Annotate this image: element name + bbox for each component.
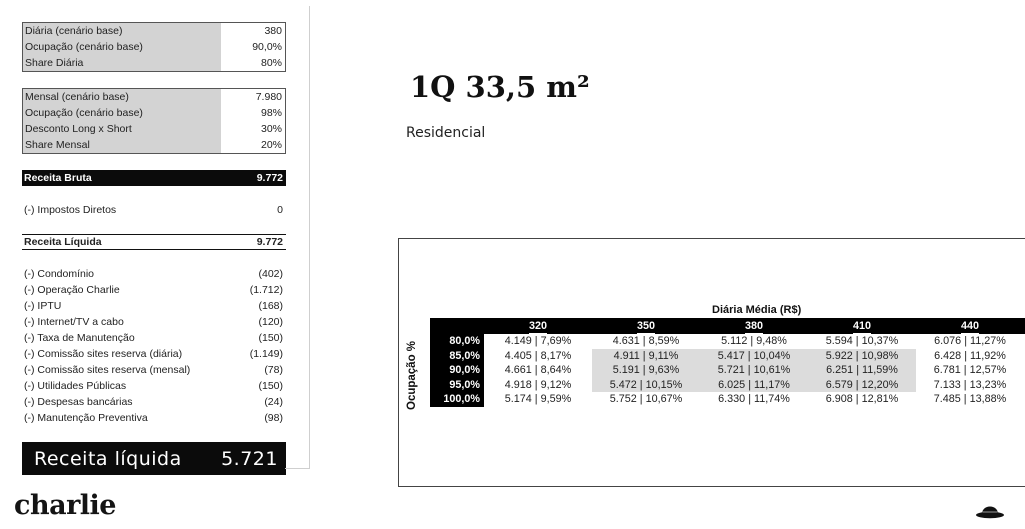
assumption-label: Share Diária xyxy=(23,55,221,71)
assumption-row xyxy=(23,89,285,105)
column-header: 410 xyxy=(852,320,871,332)
table-cell: 5.191 | 9,63% xyxy=(592,363,700,378)
assumption-label: Ocupação (cenário base) xyxy=(23,105,221,121)
expense-row xyxy=(22,362,286,378)
expense-label: (-) Comissão sites reserva (mensal) xyxy=(24,364,191,376)
net-revenue-row xyxy=(22,234,286,250)
column-header: 320 xyxy=(528,320,547,332)
table-cell: 7.133 | 13,23% xyxy=(933,378,1007,391)
assumption-row xyxy=(23,23,285,39)
expense-label: (-) Comissão sites reserva (diária) xyxy=(24,348,183,360)
sensitivity-row-axis-label: Ocupação % xyxy=(406,340,418,410)
expense-label: (-) Internet/TV a cabo xyxy=(24,316,124,328)
column-header: 350 xyxy=(636,320,655,332)
row-header: 100,0% xyxy=(430,392,484,407)
expense-row xyxy=(22,314,286,330)
table-cell: 4.149 | 7,69% xyxy=(504,335,572,347)
page-title: 1Q 33,5 m² xyxy=(410,70,590,104)
assumption-label: Mensal (cenário base) xyxy=(23,89,221,105)
assumption-label: Share Mensal xyxy=(23,137,221,153)
assumption-row xyxy=(23,55,285,71)
expense-label: (-) Taxa de Manutenção xyxy=(24,332,135,344)
expense-row xyxy=(22,298,286,314)
page-subtitle: Residencial xyxy=(406,125,486,141)
table-cell: 6.251 | 11,59% xyxy=(808,363,916,378)
net-revenue-banner xyxy=(22,442,286,475)
expense-row xyxy=(22,346,286,362)
row-header: 95,0% xyxy=(430,378,484,393)
assumption-value: 98% xyxy=(260,107,282,119)
column-header: 440 xyxy=(960,320,979,332)
daily-assumptions xyxy=(22,22,286,72)
taxes-label: (-) Impostos Diretos xyxy=(24,204,117,216)
assumption-value: 80% xyxy=(260,57,282,69)
assumption-row xyxy=(23,121,285,137)
row-header: 80,0% xyxy=(430,334,484,349)
net-revenue-banner-value: 5.721 xyxy=(221,447,278,470)
expense-value: (1.712) xyxy=(249,284,283,296)
bowler-hat-icon xyxy=(974,498,1006,522)
table-cell: 4.405 | 8,17% xyxy=(504,349,572,362)
table-cell: 6.781 | 12,57% xyxy=(933,364,1007,376)
expense-list xyxy=(22,266,286,426)
table-cell: 4.661 | 8,64% xyxy=(504,364,572,376)
assumption-label: Diária (cenário base) xyxy=(23,23,221,39)
assumption-row xyxy=(23,137,285,153)
taxes-value: 0 xyxy=(277,204,283,216)
table-cell: 4.631 | 8,59% xyxy=(612,335,680,347)
gross-revenue-value: 9.772 xyxy=(256,172,283,184)
taxes-row xyxy=(22,202,286,218)
table-cell: 7.485 | 13,88% xyxy=(933,393,1007,405)
expense-label: (-) IPTU xyxy=(24,300,62,312)
assumption-label: Ocupação (cenário base) xyxy=(23,39,221,55)
column-header: 380 xyxy=(744,320,763,332)
expense-value: (150) xyxy=(258,332,283,344)
expense-value: (120) xyxy=(258,316,283,328)
expense-row xyxy=(22,394,286,410)
table-cell: 5.112 | 9,48% xyxy=(721,335,787,347)
expense-value: (168) xyxy=(258,300,283,312)
table-cell: 5.472 | 10,15% xyxy=(592,378,700,393)
row-header: 90,0% xyxy=(430,363,484,378)
expense-label: (-) Condomínio xyxy=(24,268,95,280)
expense-value: (24) xyxy=(264,396,283,408)
table-row xyxy=(430,363,1025,378)
expense-row xyxy=(22,330,286,346)
table-row xyxy=(430,349,1025,364)
table-cell: 6.076 | 11,27% xyxy=(934,335,1006,347)
financial-statement xyxy=(22,22,286,426)
expense-row xyxy=(22,410,286,426)
assumption-value: 7.980 xyxy=(255,91,282,103)
expense-row xyxy=(22,266,286,282)
table-cell: 4.918 | 9,12% xyxy=(504,378,572,391)
sensitivity-caption: Diária Média (R$) xyxy=(712,304,802,316)
net-revenue-banner-label: Receita líquida xyxy=(34,447,182,470)
divider xyxy=(309,6,310,468)
table-cell: 5.721 | 10,61% xyxy=(700,363,808,378)
assumption-value: 20% xyxy=(260,139,282,151)
assumption-row xyxy=(23,105,285,121)
table-cell: 5.752 | 10,67% xyxy=(609,393,683,405)
gross-revenue-label: Receita Bruta xyxy=(24,172,92,184)
expense-value: (98) xyxy=(264,412,283,424)
expense-label: (-) Manutenção Preventiva xyxy=(24,412,148,424)
table-cell: 5.594 | 10,37% xyxy=(825,335,899,347)
assumption-label: Desconto Long x Short xyxy=(23,121,221,137)
header-corner xyxy=(430,318,484,334)
table-row xyxy=(430,392,1025,407)
table-cell: 6.579 | 12,20% xyxy=(808,378,916,393)
sensitivity-table xyxy=(430,318,1025,407)
assumption-value: 30% xyxy=(260,123,282,135)
table-row xyxy=(430,334,1025,349)
assumption-value: 380 xyxy=(264,25,282,37)
divider xyxy=(285,468,310,469)
sensitivity-header-row xyxy=(430,318,1025,334)
expense-row xyxy=(22,282,286,298)
assumption-row xyxy=(23,39,285,55)
net-revenue-label: Receita Líquida xyxy=(24,236,102,248)
table-cell: 6.025 | 11,17% xyxy=(700,378,808,393)
gross-revenue-row xyxy=(22,170,286,186)
expense-value: (1.149) xyxy=(249,348,283,360)
expense-row xyxy=(22,378,286,394)
table-cell: 6.428 | 11,92% xyxy=(934,349,1006,362)
table-cell: 5.417 | 10,04% xyxy=(700,349,808,364)
table-row xyxy=(430,378,1025,393)
monthly-assumptions xyxy=(22,88,286,154)
expense-label: (-) Despesas bancárias xyxy=(24,396,133,408)
expense-label: (-) Utilidades Públicas xyxy=(24,380,127,392)
expense-label: (-) Operação Charlie xyxy=(24,284,120,296)
table-cell: 4.911 | 9,11% xyxy=(592,349,700,364)
assumption-value: 90,0% xyxy=(252,41,282,53)
table-cell: 6.330 | 11,74% xyxy=(718,393,790,405)
table-cell: 5.922 | 10,98% xyxy=(808,349,916,364)
expense-value: (150) xyxy=(258,380,283,392)
net-revenue-value: 9.772 xyxy=(256,236,283,248)
row-header: 85,0% xyxy=(430,349,484,364)
table-cell: 6.908 | 12,81% xyxy=(825,393,899,405)
table-cell: 5.174 | 9,59% xyxy=(504,393,572,405)
expense-value: (402) xyxy=(258,268,283,280)
brand-logo: charlie xyxy=(14,490,116,521)
expense-value: (78) xyxy=(264,364,283,376)
